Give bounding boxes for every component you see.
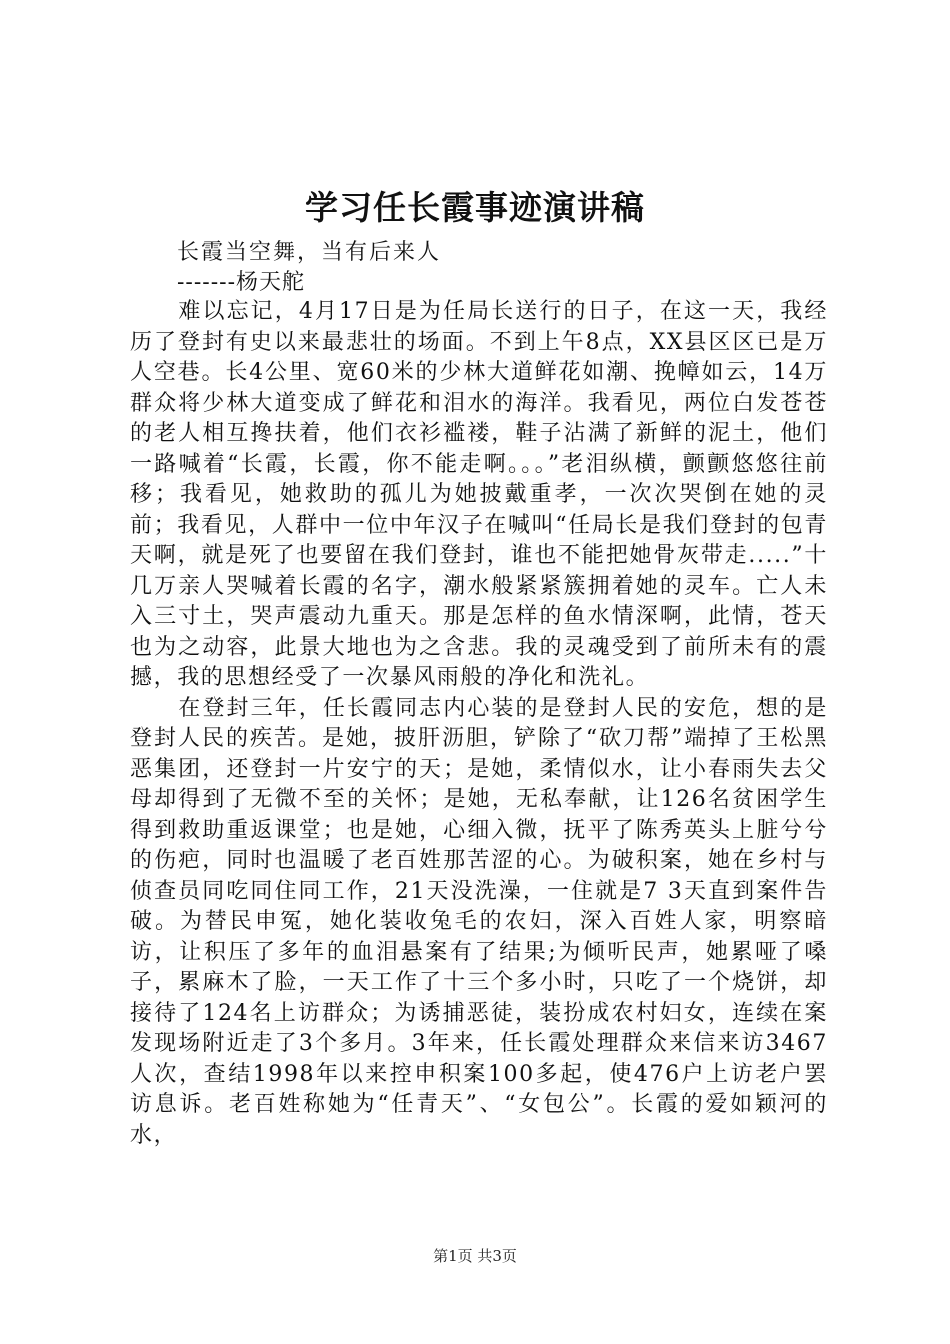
page-number: 第1页 共3页: [433, 1247, 517, 1265]
author-line: -------杨天舵: [177, 270, 306, 295]
document-subtitle: 长霞当空舞，当有后来人: [177, 240, 442, 265]
paragraph: 在登封三年，任长霞同志内心装的是登封人民的安危，想的是登封人民的疾苦。是她，披肝沥胆，铲除了“砍刀帮”端掉了王松黑恶集团，还登封一片安宁的天；是她，柔情似水，让小春雨失去父母却得到了无微不至的关怀；是她，无私奉献，让126名贫困学生得到救助重返课堂；也是她，心细入微，抚平了陈秀英头上脏兮兮的伤疤，同时也温暖了老百姓那苦涩的心。为破积案，她在乡村与侦查员同吃同住同工作，21天没洗澡，一住就是7 3天直到案件告破。为替民申冤，她化装收兔毛的农妇，深入百姓人家，明察暗访，让积压了多年的血泪悬案有了结果;为倾听民声，她累哑了嗓子，累麻木了脸，一天工作了十三个多小时，只吃了一个烧饼，却接待了124名上访群众；为诱捕恶徒，装扮成农村妇女，连续在案发现场附近走了3个多月。3年来，任长霞处理群众来信来访3467人次，查结1998年以来控申积案100多起，使476户上访老户罢访息诉。老百姓称她为“任青天”、“女包公”。长霞的爱如颖河的水，: [130, 695, 828, 1148]
body-text: [130, 297, 828, 1151]
document-title: 学习任长霞事迹演讲稿: [305, 188, 645, 227]
paragraph: 难以忘记，4月17日是为任局长送行的日子，在这一天，我经历了登封有史以来最悲壮的场面。不到上午8点，XX县区区已是万人空巷。长4公里、宽60米的少林大道鲜花如潮、挽幛如云，14万群众将少林大道变成了鲜花和泪水的海洋。我看见，两位白发苍苍的老人相互搀扶着，他们衣衫褴褛，鞋子沾满了新鲜的泥土，他们一路喊着“长霞，长霞，你不能走啊。。。”老泪纵横，颤颤悠悠往前移；我看见，她救助的孤儿为她披戴重孝，一次次哭倒在她的灵前；我看见，人群中一位中年汉子在喊叫“任局长是我们登封的包青天啊，就是死了也要留在我们登封，谁也不能把她骨灰带走.....”十几万亲人哭喊着长霞的名字，潮水般紧紧簇拥着她的灵车。亡人未入三寸土，哭声震动九重天。那是怎样的鱼水情深啊，此情，苍天也为之动容，此景大地也为之含悲。我的灵魂受到了前所未有的震撼，我的思想经受了一次暴风雨般的净化和洗礼。: [130, 299, 828, 690]
